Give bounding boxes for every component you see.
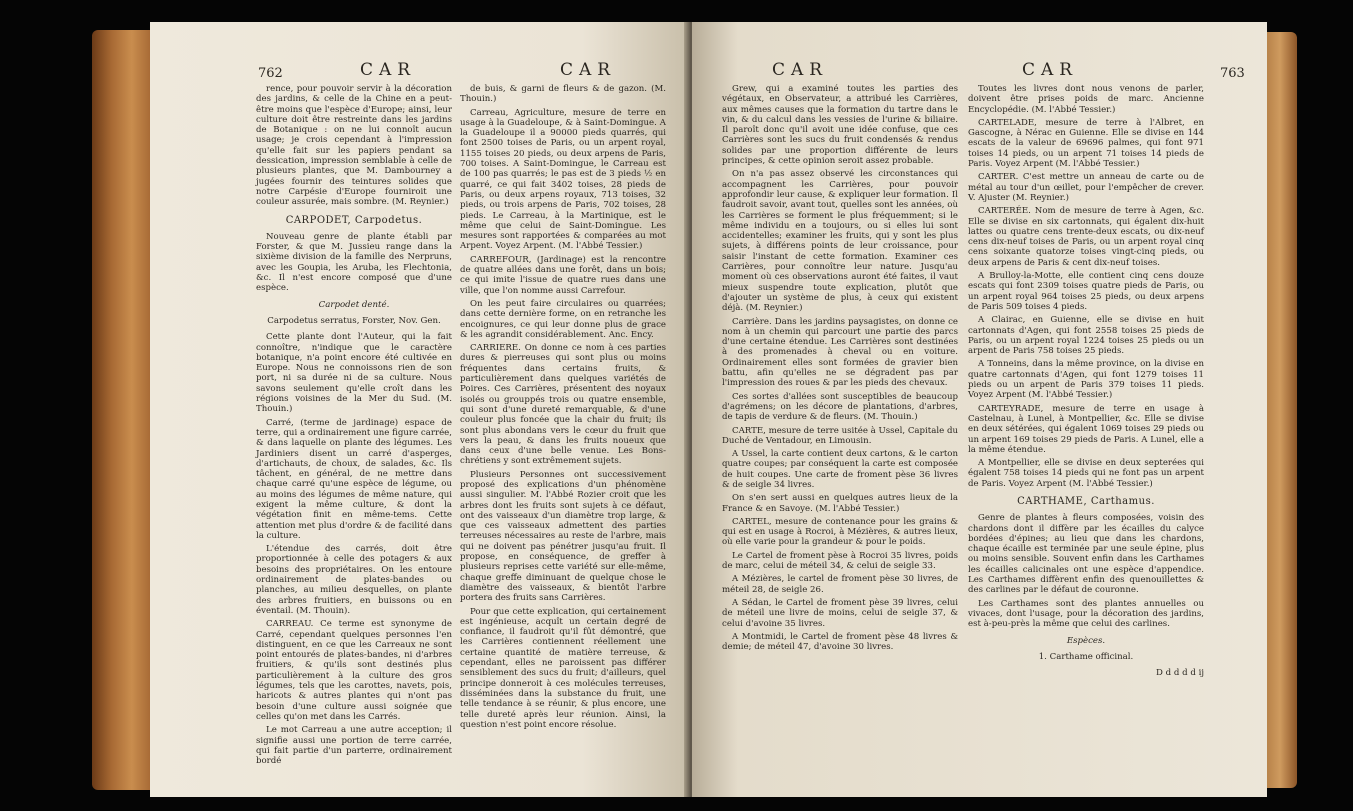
paragraph: Espèces. xyxy=(1066,635,1106,646)
paragraph: Les Carthames sont des plantes annuelles ou vivaces, dont l'usage, pour la décoration des jardins, est à-peu-près la même que celui des carlines. xyxy=(968,598,1204,630)
paragraph: Plusieurs Personnes ont successivement proposé des explications d'un phénomène aussi singulier. M. l'Abbé Rozier croit que les arbres dont les fruits sont sujets à ce défaut, ont des vaisseaux d'un diamètre trop large, & que ces vaisseaux admettent des parties terreuses nécessaires au reste de l'arbre, mais qui ne doivent pas pénétrer jusqu'au fruit. Il propose, en conséquence, de greffer à plusieurs reprises cette variété sur elle-même, chaque greffe diminuant de quelque chose le diamètre des vaisseaux, & bientôt l'arbre portera des fruits sans Carrières. xyxy=(460,469,666,604)
paragraph: A Sédan, le Cartel de froment pèse 39 livres, celui de méteil une livre de moins, celui de seigle 37, & celui d'avoine 35 livres. xyxy=(722,597,958,629)
paragraph: Le Cartel de froment pèse à Rocroi 35 livres, poids de marc, celui de méteil 34, & celui de seigle 33. xyxy=(722,550,958,572)
paragraph: A Clairac, en Guienne, elle se divise en huit cartonnats d'Agen, qui font 2558 toises 25 pieds de Paris, ou un arpent royal 1224 toises 25 pieds ou un arpent de Paris 758 toises 25 pieds. xyxy=(968,315,1204,357)
paragraph: A Tonneins, dans la même province, on la divise en quatre cartonnats d'Agen, qui font 1279 toises 11 pieds ou un arpent de Paris 379 toises 11 pieds. Voyez Arpent (M. l'Abbé Tessier.) xyxy=(968,359,1204,401)
paragraph: L'étendue des carrés, doit être proportionnée à celle des potagers & aux besoins des propriétaires. On les entoure ordinairement de plates-bandes ou planches, au milieu desquelles, on plante des arbres fruitiers, en buissons ou en éventail. (M. Thouin). xyxy=(256,544,452,616)
paragraph: CARTEYRADE, mesure de terre en usage à Castelnau, à Lunel, à Montpellier, &c. Elle se divise en deux sétérées, qui égalent 1069 toises 29 pieds ou un arpent 169 toises 29 pieds de Paris. A Lunel, elle a la même étendue. xyxy=(968,403,1204,455)
running-head-right-2: CAR xyxy=(1022,60,1079,80)
paragraph: CARRIERE. On donne ce nom à ces parties dures & pierreuses qui sont plus ou moins fréquentes dans certains fruits, & particulièrement dans quelques variétés de Poires. Ces Carrières, présentent des noyaux isolés ou grouppés trois ou quatre ensemble, qui sont d'une dureté remarquable, & d'une couleur plus foncée que la chair du fruit; ils sont plus abondans vers le cœur du fruit que vers la peau, & dans les fruits noueux que dans ceux d'une belle venue. Les Bons-chrétiens y sont extrêmement sujets. xyxy=(460,343,666,467)
paragraph: A Mézières, le cartel de froment pèse 30 livres, de méteil 28, de seigle 26. xyxy=(722,574,958,595)
paragraph: CARTEL, mesure de contenance pour les grains & qui est en usage à Rocroi, à Mézières, & autres lieux, où elle varie pour la grandeur & pour le poids. xyxy=(722,516,958,548)
paragraph: rence, pour pouvoir servir à la décoration des jardins, & celle de la Chine en a peut-être moins que l'espèce d'Europe; ainsi, leur culture doit être restreinte dans les jardins de Botanique : on ne lui connoît aucun usage; je crois cependant à l'impression qu'elle fait sur les papiers pendant sa dessication, impression semblable à celle de plusieurs plantes, que M. Dambourney a jugées fournir des teintures solides que notre Carpésie d'Europe fourniroit une couleur assurée, mais sombre. (M. Reynier.) xyxy=(256,84,452,208)
paragraph: CARREFOUR, (Jardinage) est la rencontre de quatre allées dans une forêt, dans un bois; ce qui imite l'issue de quatre rues dans une ville, que l'on nomme aussi Carrefour. xyxy=(460,254,666,296)
paragraph: CARPODET, Carpodetus. xyxy=(285,214,423,226)
paragraph: Nouveau genre de plante établi par Forster, & que M. Jussieu range dans la sixième division de la famille des Nerpruns, avec les Goupia, les Aruba, les Flechtonia, &c. Il n'est encore composé que d'une espèce. xyxy=(256,231,452,294)
paragraph: CARTERÉE. Nom de mesure de terre à Agen, &c. Elle se divise en six cartonnats, qui égalent dix-huit lattes ou quatre cens trente-deux escats, ou dix-neuf cens dix-neuf toises de Paris, ou un arpent royal cinq cens soixante quatorze toises vingt-cinq pieds, ou deux arpens de Paris & cent dix-neuf toises. xyxy=(968,206,1204,268)
page-number-right: 763 xyxy=(1220,66,1245,81)
left-page xyxy=(150,22,690,797)
left-page-column-1 xyxy=(256,84,452,769)
paragraph: de buis, & garni de fleurs & de gazon. (M. Thouin.) xyxy=(460,84,666,105)
paragraph: Carpodet denté. xyxy=(318,299,390,310)
paragraph: Carré, (terme de jardinage) espace de terre, qui a ordinairement une figure carrée, & dans laquelle on plante des légumes. Les Jardiniers disent un carré d'asperges, d'artichauts, de choux, de salades, &c. Ils tâchent, en général, de ne mettre dans chaque carré qu'une espèce de légume, ou au moins des légumes de même nature, qui exigent la même culture, & dont la végétation finit en même-tems. Cette attention met plus d'ordre & de facilité dans la culture. xyxy=(256,417,452,541)
paragraph: A Montpellier, elle se divise en deux septerées qui égalent 758 toises 14 pieds qui ne font pas un arpent de Paris. Voyez Arpent (M. l'Abbé Tessier.) xyxy=(968,458,1204,489)
running-head-right-1: CAR xyxy=(772,60,829,80)
paragraph: D d d d d ij xyxy=(1156,668,1204,679)
paragraph: Grew, qui a examiné toutes les parties des végétaux, en Observateur, a attribué les Carrières, aux mêmes causes que la formation du tartre dans le vin, & du calcul dans les vessies de l'urine & biliaire. Il paroît donc qu'il avoit une idée confuse, que ces Carrières sont les sucs du fruit condensés & rendus solides par une proportion différente de leurs principes, & cette opinion seroit assez probable. xyxy=(722,84,958,167)
paragraph: On les peut faire circulaires ou quarrées; dans cette dernière forme, on en retranche les encoignures, ce qui leur donne plus de grace & les agrandit considérablement. Anc. Ency. xyxy=(460,298,666,340)
paragraph: CARTELADE, mesure de terre à l'Albret, en Gascogne, à Nérac en Guienne. Elle se divise en 144 escats de la valeur de 69696 palmes, qui font 971 toises 14 pieds, ou un arpent 71 toises 14 pieds de Paris. Voyez Arpent (M. l'Abbé Tessier.) xyxy=(968,117,1204,170)
paragraph: Toutes les livres dont nous venons de parler, doivent être prises poids de marc. Ancienne Encyclopédie. (M. l'Abbé Tessier.) xyxy=(968,84,1204,115)
left-page-column-2 xyxy=(460,84,666,733)
right-page xyxy=(692,22,1267,797)
paragraph: Cette plante dont l'Auteur, qui la fait connoître, n'indique que le caractère botanique, n'a point encore été cultivée en Europe. Nous ne connoissons rien de son port, ni sa durée ni de sa culture. Nous savons seulement qu'elle croît dans les régions voisines de la Mer du Sud. (M. Thouin.) xyxy=(256,332,452,415)
paragraph: CARTHAME, Carthamus. xyxy=(1017,495,1155,507)
page-number-left: 762 xyxy=(258,66,283,81)
paragraph: Le mot Carreau a une autre acception; il signifie aussi une portion de terre carrée, qui fait partie d'un parterre, ordinairement bordé xyxy=(256,725,452,767)
book-edge-left xyxy=(92,30,158,790)
book-edge-right xyxy=(1263,32,1297,788)
paragraph: CARTE, mesure de terre usitée à Ussel, Capitale du Duché de Ventadour, en Limousin. xyxy=(722,425,958,446)
paragraph: Ces sortes d'allées sont susceptibles de beaucoup d'agrémens; on les décore de plantations, d'arbres, de tapis de verdure & de fleurs. (M. Thouin.) xyxy=(722,391,958,423)
running-head-left-2: CAR xyxy=(560,60,617,80)
paragraph: On n'a pas assez observé les circonstances qui accompagnent les Carrières, pour pouvoir approfondir leur cause, & expliquer leur formation. Il faudroit savoir, avant tout, quelles sont les années, où les Carrières se forment le plus fréquemment; si le même individu en a toujours, ou si elles lui sont accidentelles; examiner les fruits, qui y sont les plus sujets, à différens points de leur croissance, pour saisir l'instant de cette formation. Examiner ces Carrières, pour connoître leur nature. Jusqu'au moment où ces observations auront été faites, il vaut mieux suspendre toute explication, plutôt que d'ajouter un système de plus, à ceux qui existent déjà. (M. Reynier.) xyxy=(722,169,958,314)
paragraph: Genre de plantes à fleurs composées, voisin des chardons dont il diffère par les écailles du calyce bordées d'épines; au lieu que dans les chardons, chaque écaille est terminée par une seule épine, plus ou moins sensible. Souvent enfin dans les Carthames les écailles calicinales ont une espèce d'appendice. Les Carthames diffèrent enfin des quenouillettes & des carlines par le défaut de couronne. xyxy=(968,513,1204,596)
paragraph: Pour que cette explication, qui certainement est ingénieuse, acquît un certain degré de confiance, il faudroit qu'il fût démontré, que les Carrières contiennent réellement une certaine quantité de matière terreuse, & cependant, elles ne paroissent pas différer sensiblement des sucs du fruit; d'ailleurs, quel principe donneroit à ces molécules terreuses, disséminées dans la substance du fruit, une telle tendance à se réunir, & plus encore, une telle dureté après leur réunion. Ainsi, la question n'est point encore résolue. xyxy=(460,606,666,730)
paragraph: A Montmidi, le Cartel de froment pèse 48 livres & demie; de méteil 47, d'avoine 30 livres. xyxy=(722,631,958,653)
paragraph: Carpodetus serratus, Forster, Nov. Gen. xyxy=(267,315,441,326)
paragraph: A Ussel, la carte contient deux cartons, & le carton quatre coupes; par conséquent la carte est composée de huit coupes. Une carte de froment pèse 36 livres & de seigle 34 livres. xyxy=(722,449,958,490)
running-head-left-1: CAR xyxy=(360,60,417,80)
paragraph: CARTER. C'est mettre un anneau de carte ou de métal au tour d'un œillet, pour l'empêcher de crever. V. Ajuster (M. Reynier.) xyxy=(968,172,1204,203)
paragraph: Carreau, Agriculture, mesure de terre en usage à la Guadeloupe, & à Saint-Domingue. A la Guadeloupe il a 90000 pieds quarrés, qui font 2500 toises de Paris, ou un arpent royal, 1155 toises 20 pieds, ou deux arpens de Paris, 700 toises. A Saint-Domingue, le Carreau est de 100 pas quarrés; le pas est de 3 pieds ½ en quarré, ce qui fait 3402 toises, 28 pieds de Paris, ou deux arpens royaux, 713 toises, 32 pieds, ou trois arpens de Paris, 702 toises, 28 pieds. Le Carreau, à la Martinique, est le même que celui de Saint-Domingue. Les mesures sont rapportées & comparées au mot Arpent. Voyez Arpent. (M. l'Abbé Tessier.) xyxy=(460,107,666,252)
paragraph: CARREAU. Ce terme est synonyme de Carré, cependant quelques personnes l'en distinguent, en ce que les Carreaux ne sont point entourés de plates-bandes, ni d'arbres fruitiers, & qu'ils sont destinés plus particulièrement à la culture des gros légumes, tels que les carottes, navets, pois, haricots & autres plantes qui n'ont pas besoin d'une culture aussi soignée que celles qu'on met dans les Carrés. xyxy=(256,619,452,722)
paragraph: 1. Carthame officinal. xyxy=(1038,651,1134,662)
right-page-column-1 xyxy=(722,84,958,655)
paragraph: A Brulloy-la-Motte, elle contient cinq cens douze escats qui font 2309 toises quatre pieds de Paris, ou un arpent royal 964 toises 25 pieds, ou deux arpens de Paris 509 toises 4 pieds. xyxy=(968,271,1204,312)
right-page-column-2 xyxy=(968,84,1204,681)
open-book xyxy=(92,22,1297,797)
paragraph: Carrière. Dans les jardins paysagistes, on donne ce nom à un chemin qui parcourt une partie des parcs d'une certaine étendue. Les Carrières sont destinées à des promenades à cheval ou en voiture. Ordinairement elles sont formées de gravier bien battu, afin qu'elles ne se dégradent pas par l'impression des roues & par les pieds des chevaux. xyxy=(722,316,958,389)
paragraph: On s'en sert aussi en quelques autres lieux de la France & en Savoye. (M. l'Abbé Tessier.) xyxy=(722,493,958,514)
